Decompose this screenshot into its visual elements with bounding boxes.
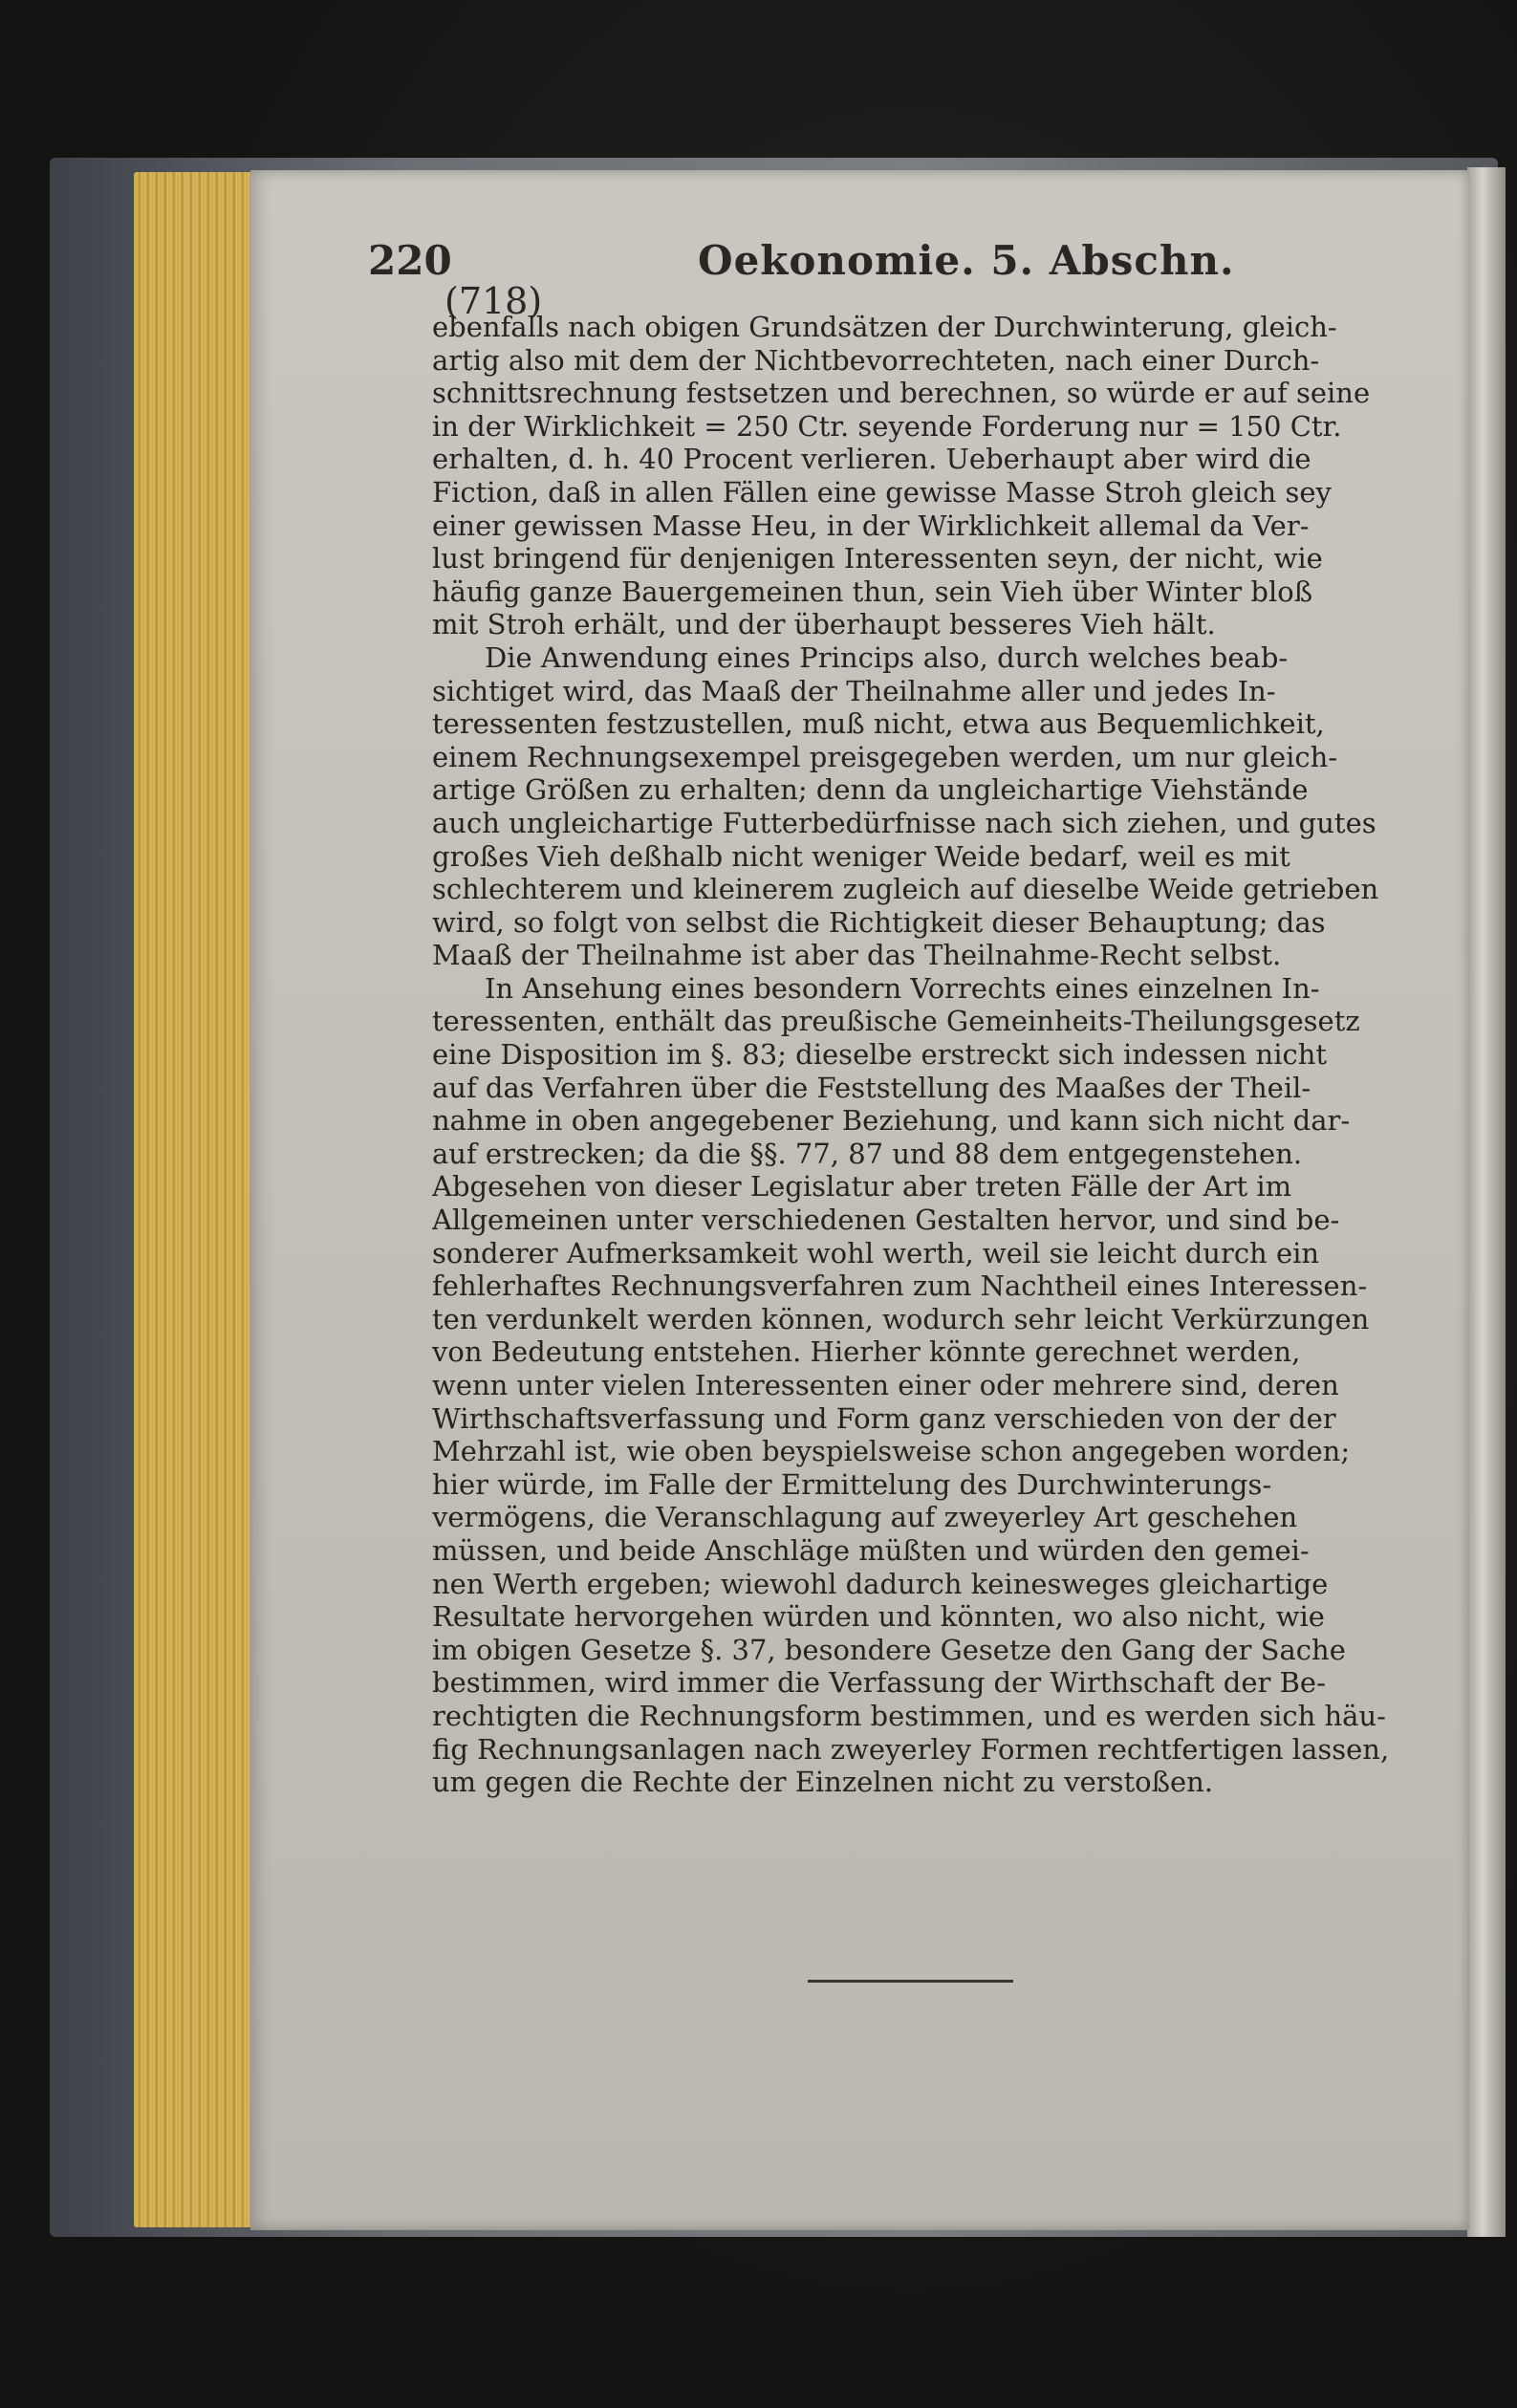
text-line: bestimmen, wird immer die Verfassung der Wirthschaft der Be- xyxy=(432,1666,1326,1700)
text-line: schlechterem und kleinerem zugleich auf dieselbe Weide getrieben xyxy=(432,873,1379,906)
text-line: im obigen Gesetze §. 37, besondere Gesetze den Gang der Sache xyxy=(432,1633,1346,1666)
text-line: mit Stroh erhält, und der überhaupt besseres Vieh hält. xyxy=(432,608,1216,641)
text-line: um gegen die Rechte der Einzelnen nicht zu verstoßen. xyxy=(432,1766,1214,1799)
text-line: Die Anwendung eines Princips also, durch welches beab- xyxy=(485,640,1289,674)
text-line: In Ansehung eines besondern Vorrechts eines einzelnen In- xyxy=(485,971,1320,1005)
text-line: ten verdunkelt werden können, wodurch sehr leicht Verkürzungen xyxy=(432,1302,1370,1335)
text-line: auf erstrecken; da die §§. 77, 87 und 88 dem entgegenstehen. xyxy=(432,1137,1303,1170)
text-line: häufig ganze Bauergemeinen thun, sein Vieh über Winter bloß xyxy=(432,575,1313,608)
text-line: erhalten, d. h. 40 Procent verlieren. Ueberhaupt aber wird die xyxy=(432,443,1311,476)
text-line: nahme in oben angegebener Beziehung, und kann sich nicht dar- xyxy=(432,1104,1351,1138)
text-line: Wirthschaftsverfassung und Form ganz verschieden von der der xyxy=(432,1401,1336,1435)
text-line: auch ungleichartige Futterbedürfnisse nach sich ziehen, und gutes xyxy=(432,806,1376,839)
text-line: Mehrzahl ist, wie oben beyspielsweise schon angegeben worden; xyxy=(432,1435,1351,1468)
text-line: lust bringend für denjenigen Interessenten seyn, der nicht, wie xyxy=(432,542,1323,575)
body-text xyxy=(432,311,1421,1799)
text-line: vermögens, die Veranschlagung auf zweyerley Art geschehen xyxy=(432,1501,1298,1534)
gilded-page-edge xyxy=(134,172,258,2227)
text-line: wird, so folgt von selbst die Richtigkeit dieser Behauptung; das xyxy=(432,905,1326,939)
running-head: Oekonomie. 5. Abschn. xyxy=(698,237,1235,284)
text-line: eine Disposition im §. 83; dieselbe erstreckt sich indessen nicht xyxy=(432,1038,1328,1072)
text-line: sichtiget wird, das Maaß der Theilnahme aller und jedes In- xyxy=(432,674,1276,707)
text-line: von Bedeutung entstehen. Hierher könnte gerechnet werden, xyxy=(432,1335,1301,1369)
text-line: nen Werth ergeben; wiewohl dadurch keinesweges gleichartige xyxy=(432,1567,1329,1600)
text-line: rechtigten die Rechnungsform bestimmen, und es werden sich häu- xyxy=(432,1699,1386,1732)
text-line: Resultate hervorgehen würden und könnten, wo also nicht, wie xyxy=(432,1600,1325,1634)
text-line: großes Vieh deßhalb nicht weniger Weide bedarf, weil es mit xyxy=(432,839,1290,873)
text-line: müssen, und beide Anschläge müßten und würden den gemei- xyxy=(432,1533,1310,1567)
folio-number: (718) xyxy=(444,280,543,322)
text-line: auf das Verfahren über die Feststellung des Maaßes der Theil- xyxy=(432,1071,1311,1104)
text-line: einer gewissen Masse Heu, in der Wirklichkeit allemal da Ver- xyxy=(432,509,1310,542)
text-line: Abgesehen von dieser Legislatur aber treten Fälle der Art im xyxy=(432,1170,1292,1204)
text-line: einem Rechnungsexempel preisgegeben werden, um nur gleich- xyxy=(432,740,1338,773)
text-line: hier würde, im Falle der Ermittelung des Durchwinterungs- xyxy=(432,1467,1272,1501)
text-line: Fiction, daß in allen Fällen eine gewisse Masse Stroh gleich sey xyxy=(432,475,1332,509)
closing-rule xyxy=(808,1980,1013,1983)
text-line: sonderer Aufmerksamkeit wohl werth, weil sie leicht durch ein xyxy=(432,1236,1320,1269)
page-right-edge xyxy=(1467,167,1506,2237)
text-line: in der Wirklichkeit = 250 Ctr. seyende Forderung nur = 150 Ctr. xyxy=(432,409,1342,443)
text-line: wenn unter vielen Interessenten einer oder mehrere sind, deren xyxy=(432,1369,1339,1401)
text-line: Maaß der Theilnahme ist aber das Theilnahme-Recht selbst. xyxy=(432,939,1282,972)
text-line: schnittsrechnung festsetzen und berechnen, so würde er auf seine xyxy=(432,377,1371,410)
text-line: teressenten, enthält das preußische Gemeinheits-Theilungsgesetz xyxy=(432,1005,1360,1038)
page-number: 220 xyxy=(368,237,452,284)
text-line: fig Rechnungsanlagen nach zweyerley Formen rechtfertigen lassen, xyxy=(432,1732,1390,1766)
text-line: artige Größen zu erhalten; denn da ungleichartige Viehstände xyxy=(432,773,1309,807)
text-line: fehlerhaftes Rechnungsverfahren zum Nachtheil eines Interessen- xyxy=(432,1269,1368,1303)
text-line: Allgemeinen unter verschiedenen Gestalten hervor, und sind be- xyxy=(432,1204,1340,1237)
text-line: teressenten festzustellen, muß nicht, etwa aus Bequemlichkeit, xyxy=(432,707,1325,741)
text-line: artig also mit dem der Nichtbevorrechteten, nach einer Durch- xyxy=(432,343,1320,377)
text-line: ebenfalls nach obigen Grundsätzen der Durchwinterung, gleich- xyxy=(432,311,1337,343)
